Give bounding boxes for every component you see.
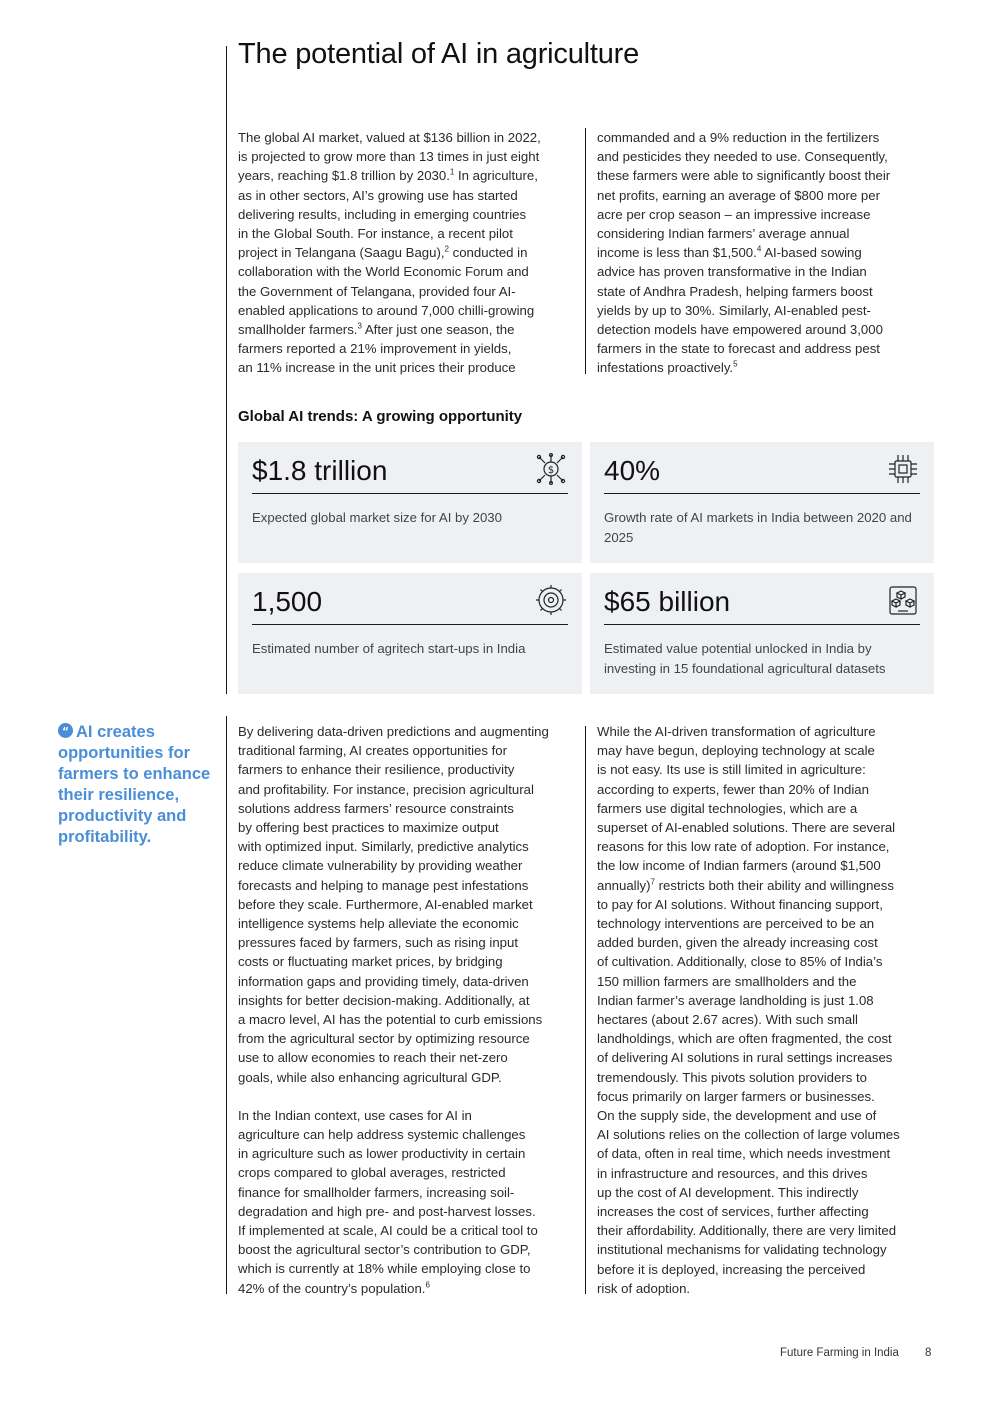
- paragraph: [238, 722, 578, 1087]
- text-line: 42% of the country’s population.$^6$: [238, 1280, 430, 1296]
- text-line: 150 million farmers are smallholders and the: [597, 973, 857, 989]
- text-line: by offering best practices to maximize output: [238, 820, 499, 836]
- text-line: degradation and high pre- and post-harvest losses.: [238, 1203, 536, 1219]
- text-line: focus primarily on larger farmers or businesses.: [597, 1088, 875, 1104]
- text-line: information gaps and providing timely, data-driven: [238, 973, 529, 989]
- text-line: crops compared to global averages, restricted: [238, 1165, 506, 1181]
- text-line: pressures faced by farmers, such as rising input: [238, 935, 518, 951]
- text-line: commanded and a 9% reduction in the fertilizers: [597, 130, 880, 145]
- footer-page-number: 8: [925, 1347, 932, 1359]
- text-line: the low income of Indian farmers (around $1,500: [597, 858, 881, 874]
- text-line: solutions address farmers’ resource constraints: [238, 800, 514, 816]
- text-line: may have begun, deploying technology at scale: [597, 743, 875, 759]
- text-line: detection models have empowered around 3,000: [597, 322, 883, 338]
- footnote-ref: 5: [733, 360, 738, 370]
- text-line: the Government of Telangana, provided four AI-: [238, 283, 516, 299]
- text-line: landholdings, which are often fragmented, the cost: [597, 1031, 892, 1047]
- text-line: AI solutions relies on the collection of large volumes: [597, 1127, 900, 1143]
- text-line: years, reaching $1.8 trillion by 2030.$^1$ In agriculture,: [238, 168, 538, 184]
- footnote-ref: 2: [444, 244, 449, 254]
- text-line: annually)$^7$ restricts both their ability and willingness: [597, 877, 894, 893]
- text-line: enabled applications to around 7,000 chilli-growing: [238, 302, 535, 318]
- text-line: and pesticides they needed to use. Consequently,: [597, 149, 888, 165]
- text-line: up the cost of AI development. This indirectly: [597, 1184, 859, 1200]
- text-line: reduce climate vulnerability by providing weather: [238, 858, 523, 874]
- pull-quote: [58, 722, 218, 848]
- stat-description: Estimated number of agritech start-ups in India: [252, 641, 526, 656]
- text-line: project in Telangana (Saagu Bagu),$^2$ conducted in: [238, 244, 528, 261]
- text-line: of delivering AI solutions in rural settings increases: [597, 1050, 893, 1066]
- text-line: On the supply side, the development and use of: [597, 1108, 877, 1124]
- text-line: in the Global South. For instance, a recent pilot: [238, 226, 513, 242]
- text-line: net profits, earning an average of $800 more per: [597, 187, 880, 203]
- text-line: farmers use digital technologies, which are a: [597, 800, 858, 816]
- pull-quote-text: AI creates opportunities for farmers to enhance their resilience, productivity and profitability.: [58, 723, 211, 846]
- text-line: By delivering data-driven predictions and augmenting: [238, 724, 549, 739]
- text-line: goals, while also enhancing agricultural GDP.: [238, 1069, 502, 1085]
- text-line: added burden, given the already increasing cost: [597, 935, 878, 951]
- text-line: technology interventions are perceived to be an: [597, 916, 875, 932]
- text-line: boost the agricultural sector’s contribution to GDP,: [238, 1242, 531, 1258]
- text-line: farmers reported a 21% improvement in yields,: [238, 341, 512, 357]
- text-line: their affordability. Additionally, there are very limited: [597, 1223, 897, 1239]
- text-line: If implemented at scale, AI could be a critical tool to: [238, 1223, 538, 1239]
- svg-text:$: $: [547, 465, 555, 476]
- dollar-circuit-icon: [534, 452, 568, 486]
- text-line: a macro level, AI has the potential to curb emissions: [238, 1012, 543, 1028]
- footnote-ref: 1: [449, 168, 455, 178]
- stat-value: $65 billion: [604, 585, 920, 625]
- page-title: The potential of AI in agriculture: [238, 38, 640, 70]
- stat-value: $1.8 trillion: [252, 454, 568, 494]
- text-line: superset of AI-enabled solutions. There are several: [597, 820, 896, 836]
- text-line: finance for smallholder farmers, increasing soil-: [238, 1184, 515, 1200]
- text-line: In the Indian context, use cases for AI in: [238, 1107, 472, 1123]
- text-line: increases the cost of services, further affecting: [597, 1204, 869, 1220]
- body-column-1: [238, 722, 578, 1298]
- text-line: is projected to grow more than 13 times in just eight: [238, 149, 540, 165]
- stat-value: 1,500: [252, 585, 568, 625]
- chip-icon: [886, 452, 920, 486]
- footnote-ref: 6: [425, 1280, 430, 1290]
- text-line: Indian farmer’s average landholding is just 1.08: [597, 992, 874, 1008]
- footer-document-title: Future Farming in India: [780, 1347, 899, 1359]
- stat-card-growth-rate: [590, 442, 934, 563]
- text-line: of cultivation. Additionally, close to 85% of India’s: [597, 954, 883, 970]
- intro-column-2: [597, 128, 937, 378]
- text-line: according to experts, fewer than 20% of Indian: [597, 781, 869, 797]
- data-cubes-icon: [886, 583, 920, 617]
- text-line: infestations proactively.$^5$: [597, 360, 738, 376]
- stat-card-market-size: [238, 442, 582, 563]
- text-line: delivering results, including in emerging countries: [238, 206, 527, 222]
- text-line: risk of adoption.: [597, 1280, 691, 1296]
- text-line: intelligence systems help alleviate the economic: [238, 916, 519, 932]
- text-line: farmers to enhance their resilience, productivity: [238, 762, 515, 778]
- left-rule-bottom: [226, 716, 227, 1294]
- stat-description: Estimated value potential unlocked in India by investing in 15 foundational agricultural datasets: [604, 641, 886, 676]
- text-line: yields by up to 30%. Similarly, AI-enabled pest-: [597, 302, 871, 318]
- text-line: considering Indian farmers’ average annual: [597, 226, 850, 242]
- text-line: in infrastructure and resources, and this drives: [597, 1165, 868, 1181]
- text-line: acre per crop season – an impressive increase: [597, 206, 871, 222]
- text-line: from the agricultural sector by optimizing resource: [238, 1031, 530, 1047]
- stat-card-value-potential: [590, 573, 934, 694]
- text-line: While the AI-driven transformation of agriculture: [597, 724, 876, 739]
- text-line: traditional farming, AI creates opportunities for: [238, 743, 508, 759]
- section-title: Global AI trends: A growing opportunity: [238, 408, 523, 425]
- quote-icon: [58, 723, 73, 738]
- column-divider: [585, 726, 586, 1294]
- text-line: of data, often in real time, which needs investment: [597, 1146, 891, 1162]
- text-line: an 11% increase in the unit prices their produce: [238, 360, 516, 376]
- text-line: reasons for this low rate of adoption. For instance,: [597, 839, 890, 855]
- footnote-ref: 3: [357, 321, 362, 331]
- gear-network-icon: [534, 583, 568, 617]
- text-line: advice has proven transformative in the Indian: [597, 264, 867, 280]
- text-line: state of Andhra Pradesh, helping farmers boost: [597, 283, 873, 299]
- text-line: and profitability. For instance, precision agricultural: [238, 781, 534, 797]
- text-line: hectares (about 2.67 acres). With such small: [597, 1012, 858, 1028]
- stat-description: Expected global market size for AI by 2030: [252, 510, 502, 525]
- text-line: agriculture can help address systemic challenges: [238, 1127, 526, 1143]
- text-line: insights for better decision-making. Additionally, at: [238, 992, 530, 1008]
- text-line: to pay for AI solutions. Without financing support,: [597, 896, 883, 912]
- text-line: smallholder farmers.$^3$ After just one season, the: [238, 321, 515, 338]
- text-line: The global AI market, valued at $136 billion in 2022,: [238, 130, 541, 145]
- footnote-ref: 4: [756, 244, 762, 254]
- text-line: use to allow economies to reach their net-zero: [238, 1050, 508, 1066]
- stat-value: 40%: [604, 454, 920, 494]
- paragraph: [238, 1106, 578, 1298]
- text-line: before it is deployed, increasing the perceived: [597, 1261, 866, 1277]
- intro-column-1: [238, 128, 578, 378]
- text-line: institutional mechanisms for validating technology: [597, 1242, 887, 1258]
- svg-text:“: “: [62, 726, 69, 738]
- text-line: forecasts and helping to manage pest infestations: [238, 877, 529, 893]
- text-line: these farmers were able to significantly boost their: [597, 168, 891, 184]
- text-line: in agriculture such as lower productivity in certain: [238, 1146, 526, 1162]
- text-line: which is currently at 18% while employing close to: [238, 1261, 531, 1277]
- text-line: tremendously. This pivots solution providers to: [597, 1069, 867, 1085]
- footnote-ref: 7: [650, 877, 655, 887]
- text-line: before they scale. Furthermore, AI-enabled market: [238, 896, 533, 912]
- stat-description: Growth rate of AI markets in India between 2020 and 2025: [604, 510, 912, 545]
- text-line: income is less than $1,500.$^4$ AI-based sowing: [597, 244, 862, 261]
- body-column-2: [597, 722, 937, 1298]
- text-line: collaboration with the World Economic Forum and: [238, 264, 529, 280]
- text-line: as in other sectors, AI’s growing use has started: [238, 187, 518, 203]
- text-line: is not easy. Its use is still limited in agriculture:: [597, 762, 866, 778]
- column-divider: [585, 128, 586, 374]
- left-rule-top: [226, 46, 227, 694]
- text-line: costs or fluctuating market prices, by bridging: [238, 954, 503, 970]
- text-line: farmers in the state to forecast and address pest: [597, 341, 880, 357]
- text-line: with optimized input. Similarly, predictive analytics: [238, 839, 529, 855]
- stat-card-startups: [238, 573, 582, 694]
